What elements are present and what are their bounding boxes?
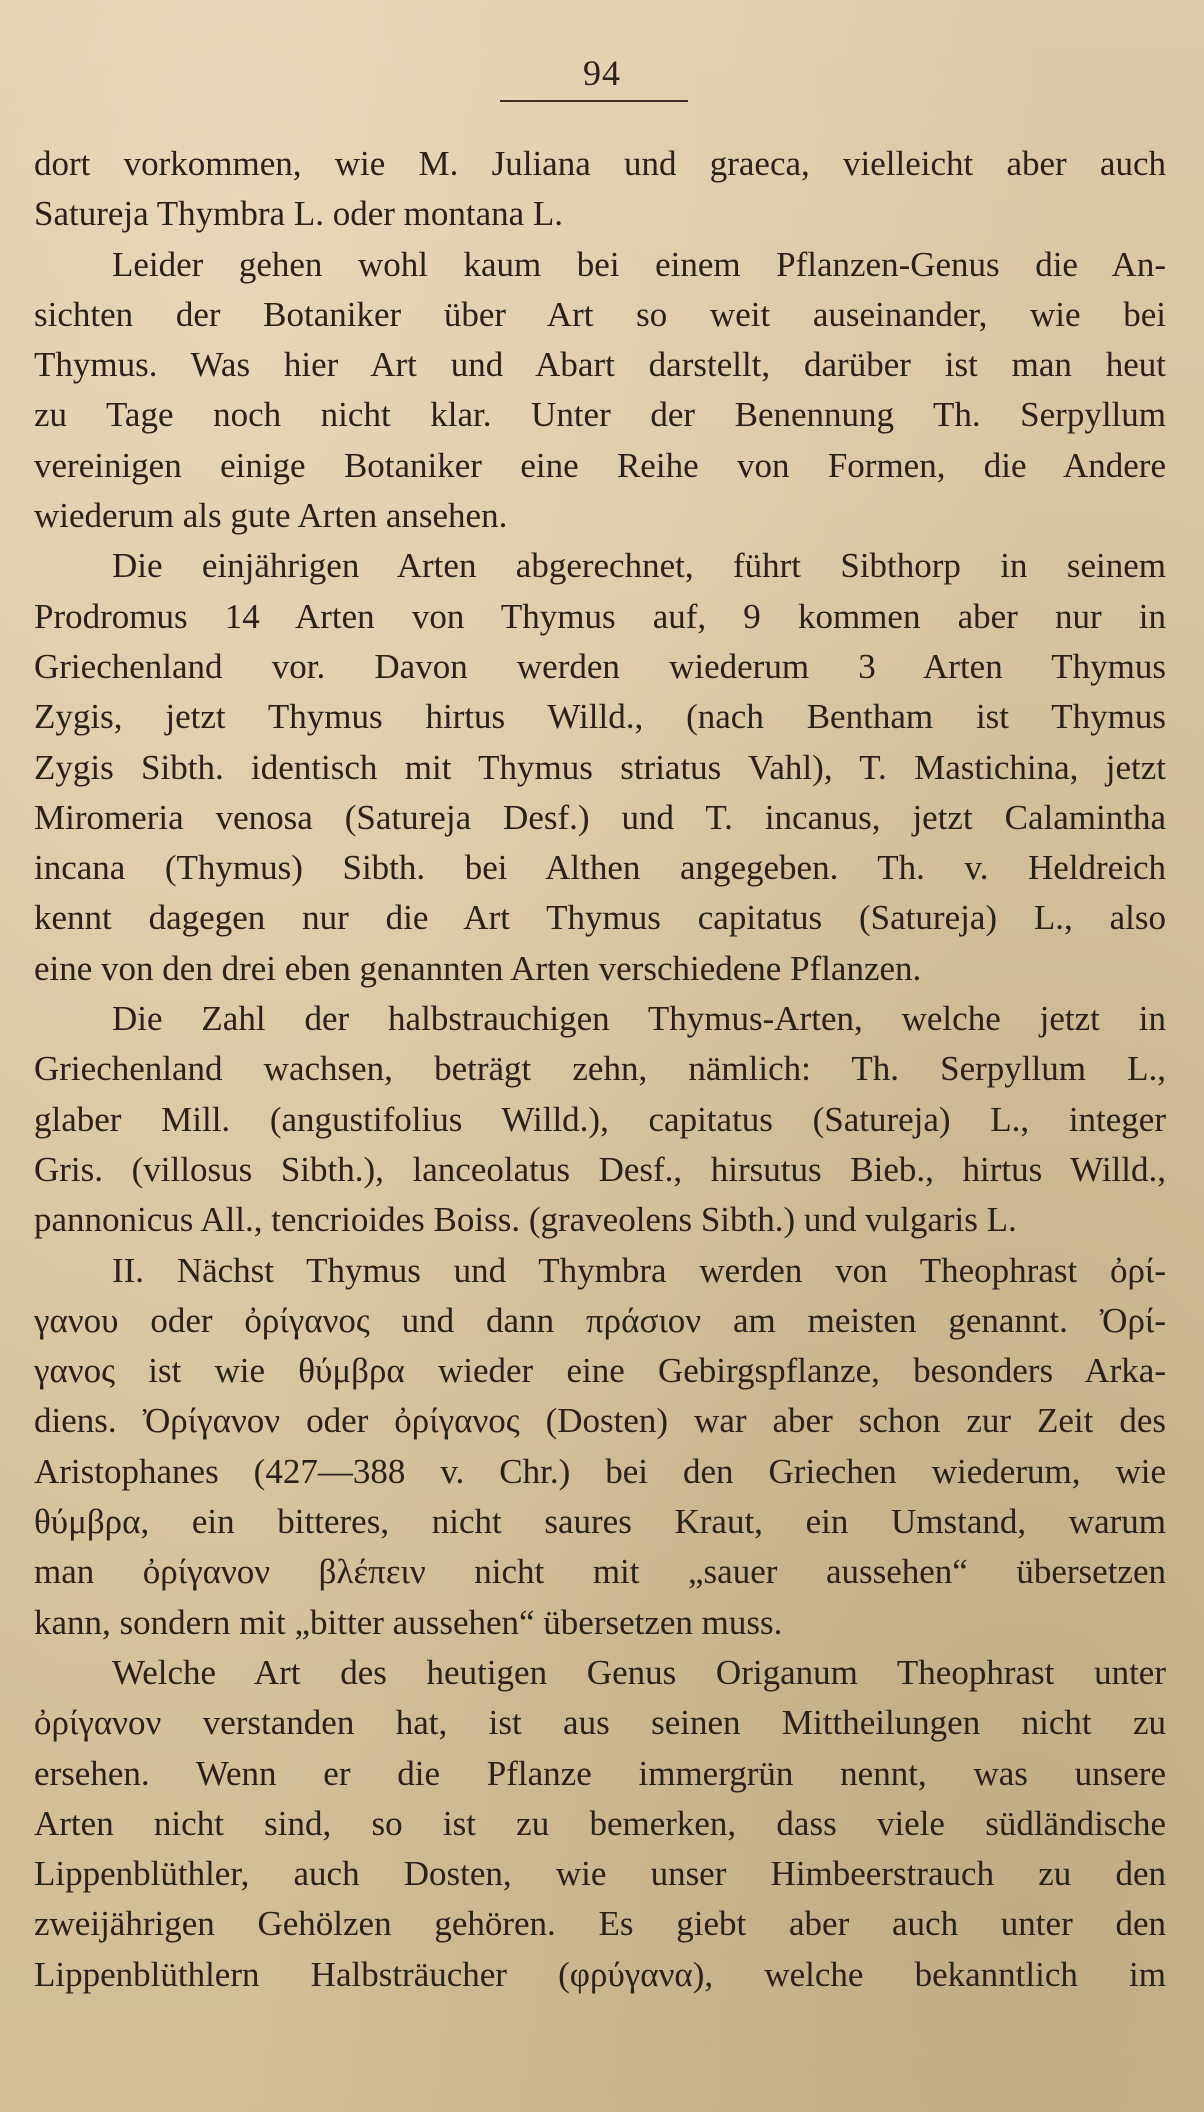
text-line: sichten der Botaniker über Art so weit auseinander, wie bei: [34, 294, 1166, 334]
text-line: γανου oder ὀρίγανος und dann πράσιον am meisten genannt. Ὀρί-: [34, 1300, 1166, 1340]
text-line: Satureja Thymbra L. oder montana L.: [34, 194, 564, 234]
body-text: [34, 139, 1166, 2000]
text-line: Welche Art des heutigen Genus Origanum Theophrast unter: [112, 1652, 1166, 1692]
text-line: II. Nächst Thymus und Thymbra werden von Theophrast ὀρί-: [112, 1250, 1166, 1290]
text-line: glaber Mill. (angustifolius Willd.), capitatus (Satureja) L., integer: [34, 1099, 1166, 1139]
text-line: Zygis Sibth. identisch mit Thymus striatus Vahl), T. Mastichina, jetzt: [34, 747, 1166, 787]
text-line: Griechenland vor. Davon werden wiederum 3 Arten Thymus: [34, 646, 1166, 686]
text-line: wiederum als gute Arten ansehen.: [34, 496, 508, 536]
text-line: ὀρίγανον verstanden hat, ist aus seinen Mittheilungen nicht zu: [34, 1703, 1166, 1743]
text-line: vereinigen einige Botaniker eine Reihe von Formen, die Andere: [34, 445, 1166, 485]
text-line: kann, sondern mit „bitter aussehen“ übersetzen muss.: [34, 1602, 783, 1642]
text-line: man ὀρίγανον βλέπειν nicht mit „sauer aussehen“ übersetzen: [34, 1552, 1166, 1592]
text-line: Die einjährigen Arten abgerechnet, führt Sibthorp in seinem: [112, 546, 1166, 586]
text-line: diens. Ὀρίγανον oder ὀρίγανος (Dosten) war aber schon zur Zeit des: [34, 1401, 1166, 1441]
page-number: 94: [583, 53, 621, 93]
text-line: Lippenblüthler, auch Dosten, wie unser Himbeerstrauch zu den: [34, 1854, 1166, 1894]
text-line: Prodromus 14 Arten von Thymus auf, 9 kommen aber nur in: [34, 596, 1166, 636]
text-line: zu Tage noch nicht klar. Unter der Benennung Th. Serpyllum: [34, 395, 1166, 435]
header-rule: [500, 100, 688, 102]
text-line: θύμβρα, ein bitteres, nicht saures Kraut, ein Umstand, warum: [34, 1502, 1166, 1542]
text-line: Gris. (villosus Sibth.), lanceolatus Desf., hirsutus Bieb., hirtus Willd.,: [34, 1149, 1166, 1189]
text-line: zweijährigen Gehölzen gehören. Es giebt aber auch unter den: [34, 1904, 1166, 1944]
text-line: Leider gehen wohl kaum bei einem Pflanzen-Genus die An-: [112, 244, 1166, 284]
text-line: pannonicus All., tencrioides Boiss. (graveolens Sibth.) und vulgaris L.: [34, 1200, 1017, 1240]
text-line: Die Zahl der halbstrauchigen Thymus-Arten, welche jetzt in: [112, 999, 1166, 1039]
text-line: ersehen. Wenn er die Pflanze immergrün nennt, was unsere: [34, 1753, 1166, 1793]
text-line: kennt dagegen nur die Art Thymus capitatus (Satureja) L., also: [34, 898, 1166, 938]
text-line: Griechenland wachsen, beträgt zehn, nämlich: Th. Serpyllum L.,: [34, 1049, 1166, 1089]
text-line: Aristophanes (427—388 v. Chr.) bei den Griechen wiederum, wie: [34, 1451, 1166, 1491]
text-line: Miromeria venosa (Satureja Desf.) und T. incanus, jetzt Calamintha: [34, 797, 1166, 837]
text-line: incana (Thymus) Sibth. bei Althen angegeben. Th. v. Heldreich: [34, 848, 1166, 888]
text-line: dort vorkommen, wie M. Juliana und graeca, vielleicht aber auch: [34, 144, 1166, 183]
text-line: Zygis, jetzt Thymus hirtus Willd., (nach Bentham ist Thymus: [34, 697, 1166, 737]
text-line: Lippenblüthlern Halbsträucher (φρύγανα), welche bekanntlich im: [34, 1954, 1166, 1994]
text-line: γανος ist wie θύμβρα wieder eine Gebirgspflanze, besonders Arka-: [34, 1351, 1166, 1391]
text-line: eine von den drei eben genannten Arten verschiedene Pflanzen.: [34, 948, 922, 988]
text-line: Thymus. Was hier Art und Abart darstellt, darüber ist man heut: [34, 345, 1166, 385]
text-line: Arten nicht sind, so ist zu bemerken, dass viele südländische: [34, 1803, 1166, 1843]
